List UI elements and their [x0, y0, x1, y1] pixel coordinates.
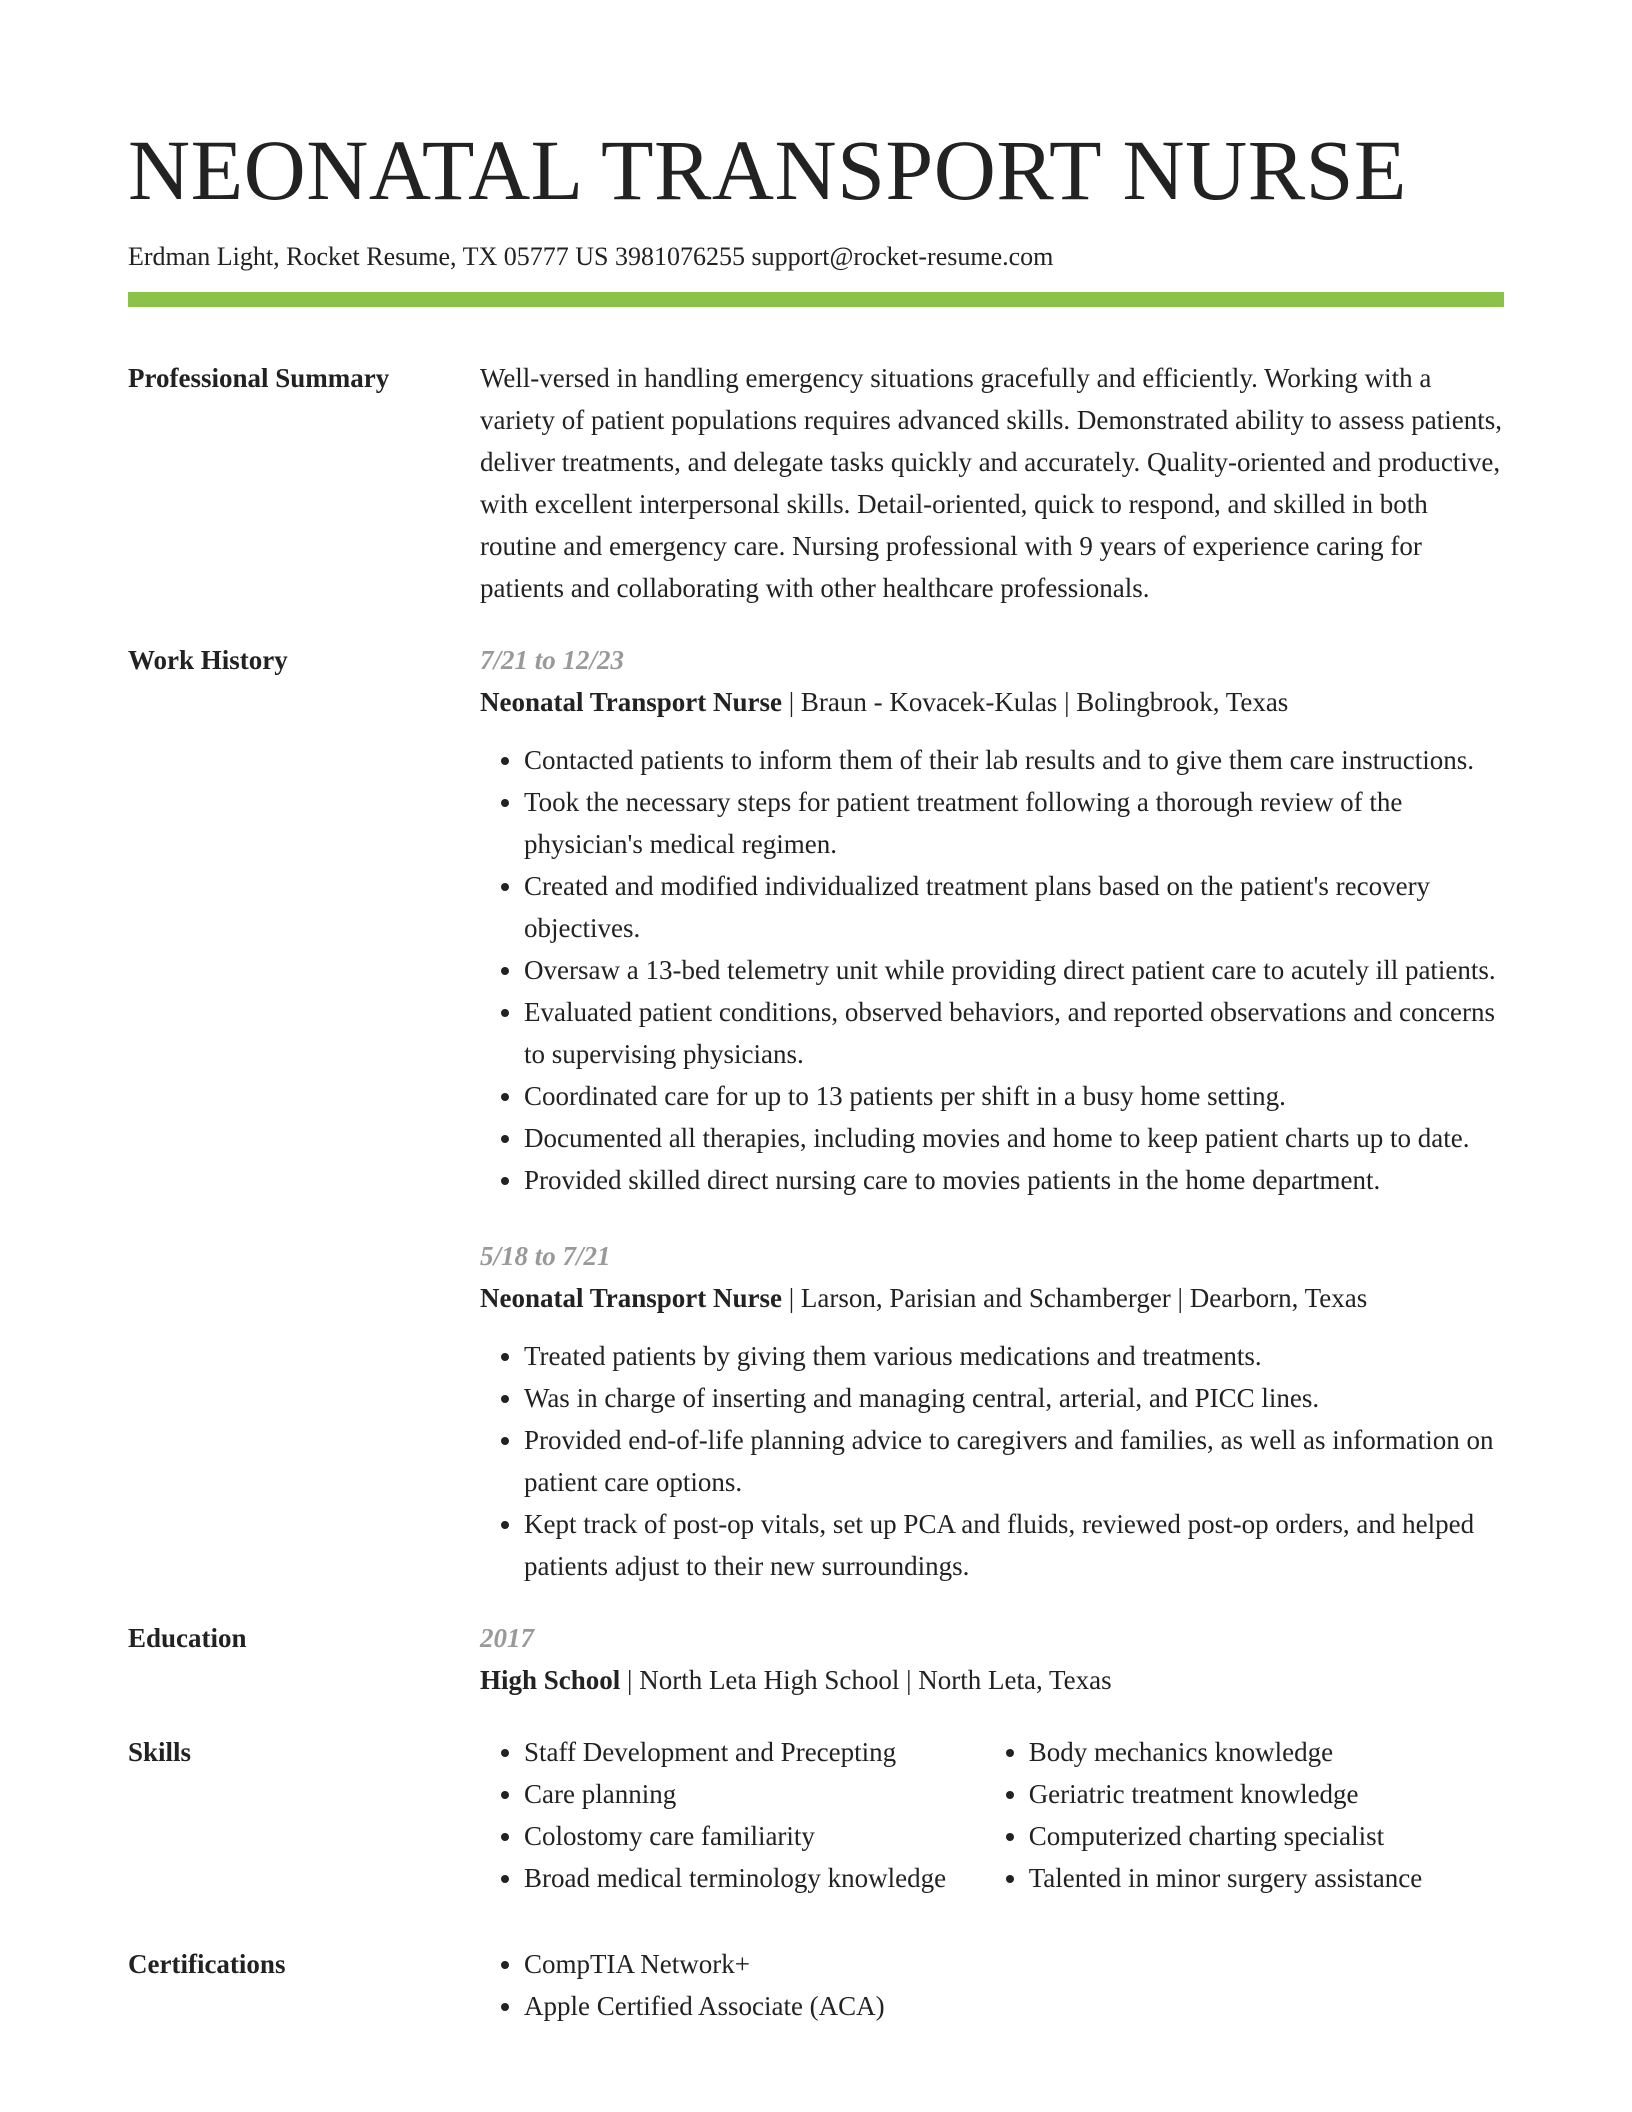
skills-column [985, 1731, 1504, 1899]
list-item: • Treated patients by giving them various medications and treatments. [524, 1335, 1504, 1377]
job-title: Neonatal Transport Nurse [480, 1283, 782, 1313]
list-item: • Kept track of post-op vitals, set up PCA and fluids, reviewed post-op orders, and helped patients adjust to their new surroundings. [524, 1503, 1504, 1587]
list-item: • Computerized charting specialist [1029, 1815, 1504, 1857]
job-dates: 7/21 to 12/23 [480, 645, 625, 675]
job-details: | Braun - Kovacek-Kulas | Bolingbrook, Texas [782, 687, 1289, 717]
section-label-skills: Skills [128, 1737, 192, 1767]
skills-column [480, 1731, 985, 1899]
list-item: • Was in charge of inserting and managing central, arterial, and PICC lines. [524, 1377, 1504, 1419]
list-item: • CompTIA Network+ [524, 1943, 1504, 1985]
job-bullets [480, 739, 1504, 1201]
list-item: • Broad medical terminology knowledge [524, 1857, 985, 1899]
list-item: • Oversaw a 13-bed telemetry unit while providing direct patient care to acutely ill patients. [524, 949, 1504, 991]
job-dates: 5/18 to 7/21 [480, 1241, 611, 1271]
education-heading [480, 1659, 1504, 1701]
contact-line: Erdman Light, Rocket Resume, TX 05777 US 3981076255 support@rocket-resume.com [128, 242, 1054, 271]
education-section [128, 1617, 1504, 1701]
education-details: | North Leta High School | North Leta, Texas [620, 1665, 1112, 1695]
section-label-certifications: Certifications [128, 1949, 286, 1979]
list-item: • Took the necessary steps for patient treatment following a thorough review of the physician's medical regimen. [524, 781, 1504, 865]
list-item: • Created and modified individualized treatment plans based on the patient's recovery objectives. [524, 865, 1504, 949]
header-divider [128, 292, 1504, 307]
education-body [480, 1617, 1504, 1701]
job-entry [480, 639, 1504, 1201]
list-item: • Coordinated care for up to 13 patients per shift in a busy home setting. [524, 1075, 1504, 1117]
education-degree: High School [480, 1665, 621, 1695]
list-item: • Documented all therapies, including movies and home to keep patient charts up to date. [524, 1117, 1504, 1159]
list-item: • Provided skilled direct nursing care to movies patients in the home department. [524, 1159, 1504, 1201]
list-item: • Apple Certified Associate (ACA) [524, 1985, 1504, 2027]
section-label-work-history: Work History [128, 645, 288, 675]
education-year: 2017 [480, 1623, 534, 1653]
list-item: • Body mechanics knowledge [1029, 1731, 1504, 1773]
section-label-education: Education [128, 1623, 247, 1653]
work-history-section [128, 639, 1504, 1587]
job-entry [480, 1235, 1504, 1587]
list-item: • Colostomy care familiarity [524, 1815, 985, 1857]
list-item: • Care planning [524, 1773, 985, 1815]
resume-name: NEONATAL TRANSPORT NURSE [128, 122, 1407, 218]
skills-section [128, 1731, 1504, 1899]
summary-section [128, 357, 1504, 609]
list-item: • Geriatric treatment knowledge [1029, 1773, 1504, 1815]
job-heading [480, 681, 1504, 723]
list-item: • Talented in minor surgery assistance [1029, 1857, 1504, 1899]
certifications-body [480, 1943, 1504, 2027]
summary-text: Well-versed in handling emergency situations gracefully and efficiently. Working with a variety of patient populations requires advanced skills. Demonstrated ability to assess patients, deliver treatments, and delegate tasks quickly and accurately. Quality-oriented and productive, with excellent interpersonal skills. Detail-oriented, quick to respond, and skilled in both routine and emergency care. Nursing professional with 9 years of experience caring for patients and collaborating with other healthcare professionals. [480, 363, 1503, 603]
certifications-section [128, 1943, 1504, 2027]
work-history-body [480, 639, 1504, 1587]
section-label-summary: Professional Summary [128, 363, 390, 393]
job-title: Neonatal Transport Nurse [480, 687, 782, 717]
list-item: • Staff Development and Precepting [524, 1731, 985, 1773]
job-bullets [480, 1335, 1504, 1587]
list-item: • Evaluated patient conditions, observed behaviors, and reported observations and concerns to supervising physicians. [524, 991, 1504, 1075]
job-details: | Larson, Parisian and Schamberger | Dearborn, Texas [782, 1283, 1368, 1313]
skills-grid [480, 1731, 1504, 1899]
certifications-list [480, 1943, 1504, 2027]
list-item: • Contacted patients to inform them of their lab results and to give them care instructions. [524, 739, 1504, 781]
list-item: • Provided end-of-life planning advice to caregivers and families, as well as information on patient care options. [524, 1419, 1504, 1503]
job-heading [480, 1277, 1504, 1319]
